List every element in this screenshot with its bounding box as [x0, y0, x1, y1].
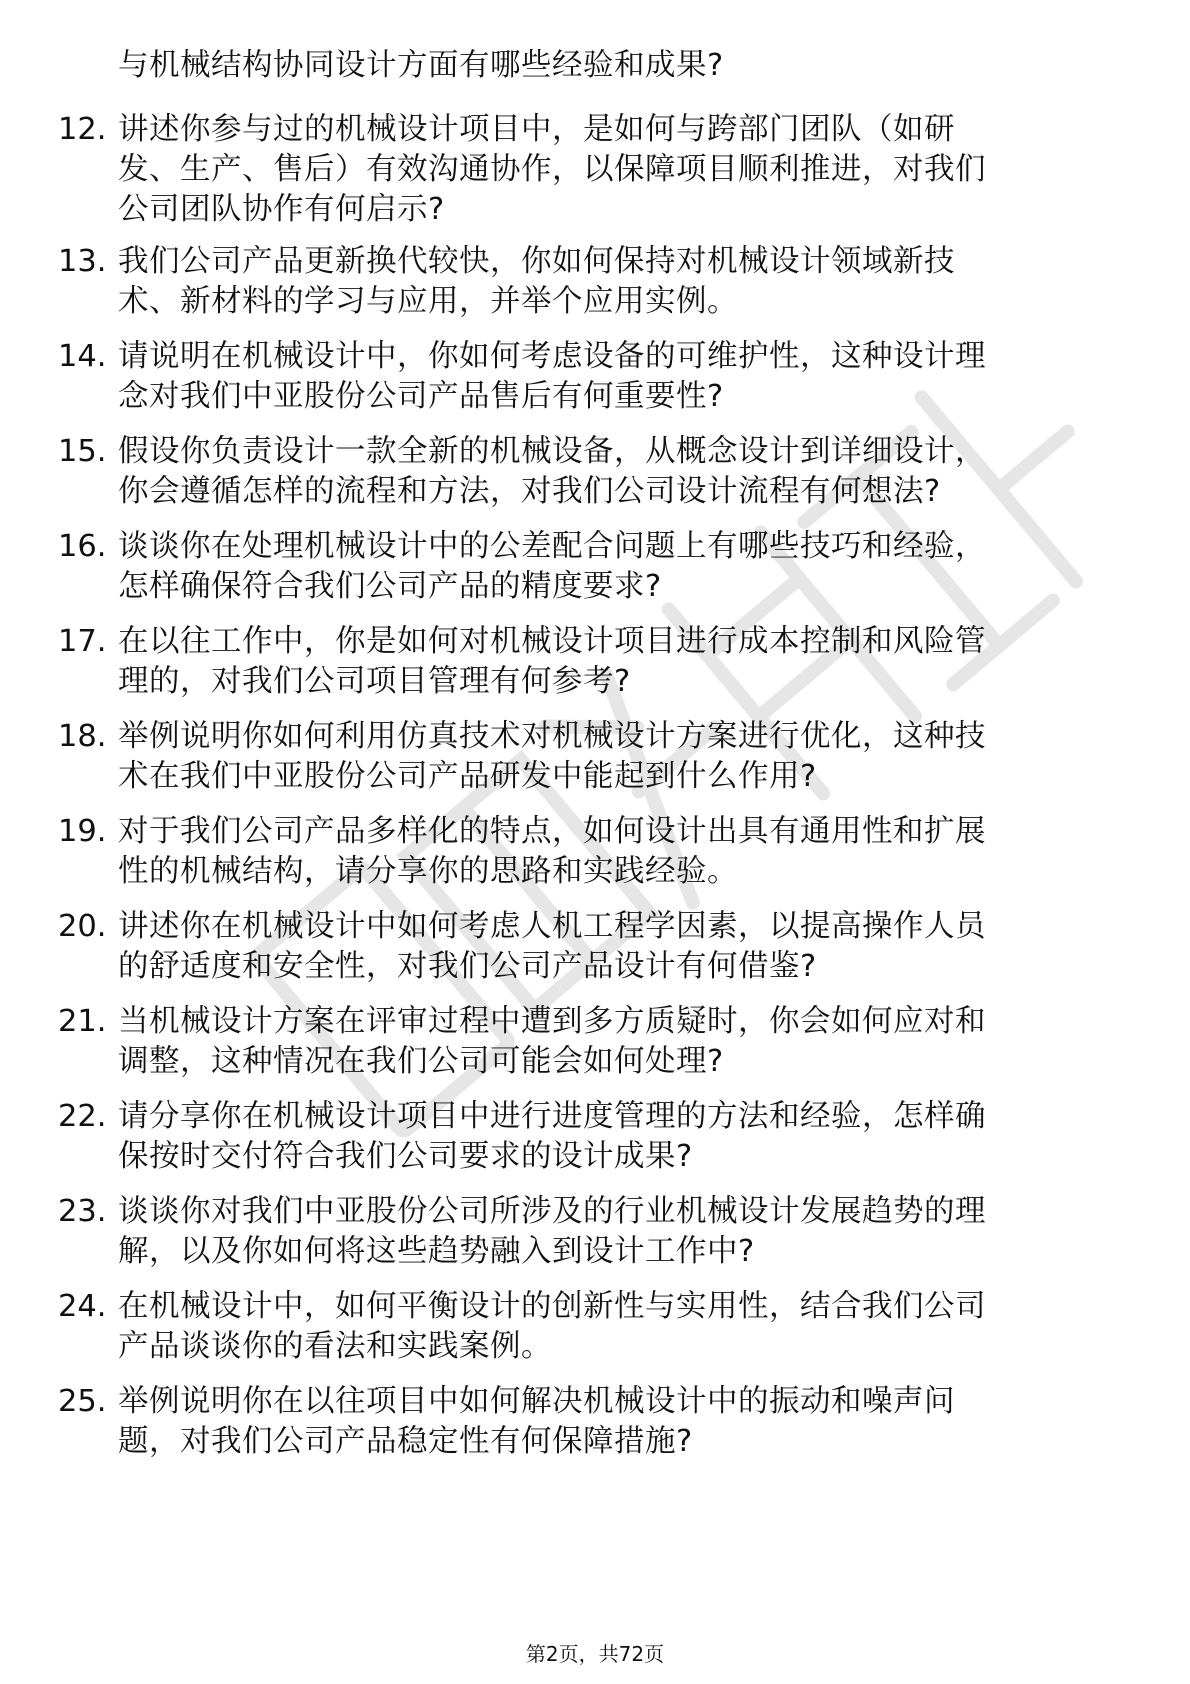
question-text-line: 在以往工作中，你是如何对机械设计项目进行成本控制和风险管 — [118, 624, 986, 659]
question-text-line: 讲述你参与过的机械设计项目中，是如何与跨部门团队（如研 — [118, 112, 955, 147]
question-text-line: 请分享你在机械设计项目中进行进度管理的方法和经验，怎样确 — [118, 1099, 986, 1134]
question-text-line: 保按时交付符合我们公司要求的设计成果? — [118, 1139, 693, 1174]
question-text-line: 当机械设计方案在评审过程中遭到多方质疑时，你会如何应对和 — [118, 1004, 986, 1039]
question-text-line: 解，以及你如何将这些趋势融入到设计工作中? — [118, 1234, 755, 1269]
question-11-continuation: 与机械结构协同设计方面有哪些经验和成果? — [118, 48, 724, 83]
question-text-line: 谈谈你在处理机械设计中的公差配合问题上有哪些技巧和经验， — [118, 529, 986, 564]
question-text-line: 调整，这种情况在我们公司可能会如何处理? — [118, 1044, 724, 1079]
question-number: 23. — [58, 1194, 107, 1229]
question-number: 14. — [58, 339, 107, 374]
question-number: 18. — [58, 719, 107, 754]
question-text-line: 题，对我们公司产品稳定性有何保障措施? — [118, 1424, 693, 1459]
question-number: 21. — [58, 1004, 107, 1039]
question-text-line: 发、生产、售后）有效沟通协作，以保障项目顺利推进，对我们 — [118, 152, 986, 187]
question-text-line: 请说明在机械设计中，你如何考虑设备的可维护性，这种设计理 — [118, 339, 986, 374]
question-text-line: 理的，对我们公司项目管理有何参考? — [118, 664, 631, 699]
question-number: 12. — [58, 112, 107, 147]
question-number: 15. — [58, 434, 107, 469]
question-text-line: 术、新材料的学习与应用，并举个应用实例。 — [118, 284, 738, 319]
question-text-line: 举例说明你如何利用仿真技术对机械设计方案进行优化，这种技 — [118, 719, 986, 754]
question-number: 25. — [58, 1384, 107, 1419]
question-number: 22. — [58, 1099, 107, 1134]
question-text-line: 怎样确保符合我们公司产品的精度要求? — [118, 569, 662, 604]
question-text-line: 公司团队协作有何启示? — [118, 192, 445, 227]
question-text-line: 性的机械结构，请分享你的思路和实践经验。 — [118, 854, 738, 889]
question-number: 16. — [58, 529, 107, 564]
question-number: 19. — [58, 814, 107, 849]
question-number: 13. — [58, 244, 107, 279]
page-number-footer: 第2页，共72页 — [525, 1642, 665, 1666]
question-text-line: 谈谈你对我们中亚股份公司所涉及的行业机械设计发展趋势的理 — [118, 1194, 986, 1229]
question-text-line: 术在我们中亚股份公司产品研发中能起到什么作用? — [118, 759, 817, 794]
question-number: 17. — [58, 624, 107, 659]
question-text-line: 对于我们公司产品多样化的特点，如何设计出具有通用性和扩展 — [118, 814, 986, 849]
question-text-line: 念对我们中亚股份公司产品售后有何重要性? — [118, 379, 724, 414]
question-text-line: 我们公司产品更新换代较快，你如何保持对机械设计领域新技 — [118, 244, 955, 279]
question-text-line: 在机械设计中，如何平衡设计的创新性与实用性，结合我们公司 — [118, 1289, 986, 1324]
question-text-line: 的舒适度和安全性，对我们公司产品设计有何借鉴? — [118, 949, 817, 984]
question-number: 24. — [58, 1289, 107, 1324]
question-text-line: 讲述你在机械设计中如何考虑人机工程学因素，以提高操作人员 — [118, 909, 986, 944]
question-text-line: 你会遵循怎样的流程和方法，对我们公司设计流程有何想法? — [118, 474, 941, 509]
question-text-line: 假设你负责设计一款全新的机械设备，从概念设计到详细设计， — [118, 434, 986, 469]
question-text-line: 产品谈谈你的看法和实践案例。 — [118, 1329, 552, 1364]
question-text-line: 举例说明你在以往项目中如何解决机械设计中的振动和噪声问 — [118, 1384, 955, 1419]
question-number: 20. — [58, 909, 107, 944]
